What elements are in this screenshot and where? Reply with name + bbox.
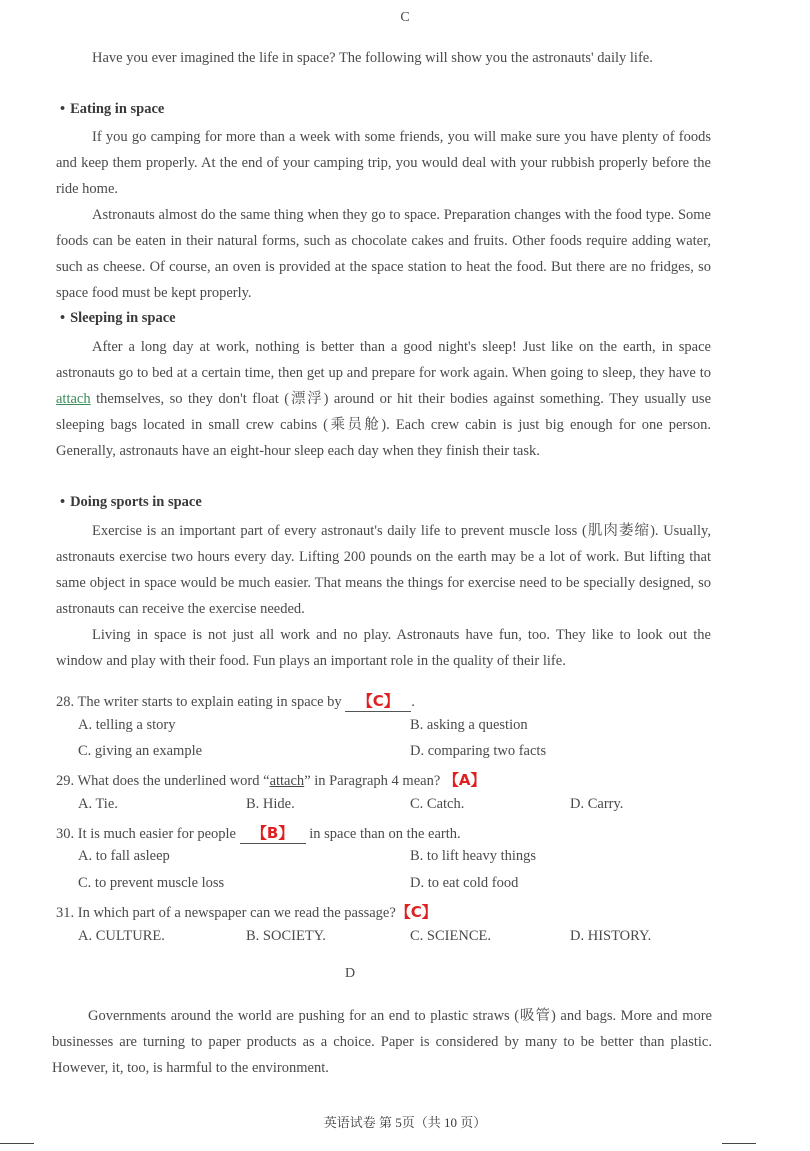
bullet-icon: • (60, 494, 66, 510)
question-28: 28. The writer starts to explain eating in space by 【C】 . (56, 692, 415, 710)
paragraph-section-d: Governments around the world are pushing for an end to plastic straws (吸管) and bags. More and more businesses are turning to paper products as a choice. Paper is considered by many to be better than plastic. However, it, too, is harmful to the environment. (52, 1008, 712, 1076)
intro-paragraph: Have you ever imagined the life in space? The following will show you the astronauts' daily life. (92, 50, 653, 66)
q30-option-c: C. to prevent muscle loss (78, 875, 225, 891)
q29-option-c: C. Catch. (410, 796, 465, 812)
q31-option-b: B. SOCIETY. (246, 928, 326, 944)
heading-eating-text: Eating in space (70, 101, 165, 117)
q30-option-d: D. to eat cold food (410, 875, 519, 891)
heading-sports-text: Doing sports in space (70, 494, 202, 510)
heading-sports (60, 494, 202, 511)
question-31 (56, 901, 437, 922)
q28-option-c: C. giving an example (78, 743, 203, 759)
answer-blank (240, 822, 306, 844)
q30-option-a: A. to fall asleep (78, 848, 170, 864)
question-30-answer: 【B】 (251, 824, 294, 842)
sleeping-text-b: themselves, so they don't float (漂浮) around or hit their bodies against something. They usually use sleeping bags located in small crew cabins (乘员舱). Each crew cabin is just big enough for one person. Generally, astronauts have an eight-hour sleep each day when they finish their task. (56, 391, 712, 459)
paragraph-eating-1: If you go camping for more than a week with some friends, you will make sure you have plenty of foods and keep them properly. At the end of your camping trip, you would deal with your rubbish properly before the ride home. (56, 129, 711, 197)
question-29-word: attach (269, 773, 305, 789)
question-29-answer: 【A】 (443, 771, 486, 789)
paragraph-sleeping (56, 334, 711, 464)
q31-option-c: C. SCIENCE. (410, 928, 491, 944)
crop-mark-right (722, 1143, 756, 1144)
question-31-text: 31. In which part of a newspaper can we read the passage? (56, 905, 396, 921)
question-29 (56, 769, 486, 790)
bullet-icon: • (60, 101, 66, 117)
question-30-text-b: in space than on the earth. (309, 826, 461, 842)
question-29-text-b: ” in Paragraph 4 mean? (304, 773, 441, 789)
q28-option-d: D. comparing two facts (410, 743, 547, 759)
question-29-text-a: 29. What does the underlined word “ (56, 773, 270, 789)
section-c-label: C (400, 10, 410, 25)
section-d-label: D (344, 966, 356, 981)
question-31-answer: 【C】 (395, 903, 437, 921)
paragraph-sports-1: Exercise is an important part of every astronaut's daily life to prevent muscle loss (肌肉萎缩). Usually, astronauts exercise two hours every day. Lifting 200 pounds on the earth may be a lot of work. But lifting that same object in space would be much easier. That means the things for exercise need to be specially designed, so astronauts can receive the exercise needed. (56, 523, 711, 617)
crop-mark-left (0, 1143, 34, 1144)
q29-option-a: A. Tie. (78, 796, 118, 812)
page-footer: 英语试卷 第 5页（共 10 页） (323, 1115, 487, 1130)
question-30 (56, 822, 461, 844)
sleeping-text-a: After a long day at work, nothing is better than a good night's sleep! Just like on the earth, in space astronauts go to bed at a certain time, then get up and prepare for work again. When going to sleep, they have to (56, 339, 711, 381)
q31-option-d: D. HISTORY. (570, 928, 652, 944)
heading-eating (60, 101, 164, 118)
q31-option-a: A. CULTURE. (78, 928, 165, 944)
underlined-word-attach: attach (56, 391, 91, 407)
heading-sleeping (60, 310, 176, 327)
q30-option-b: B. to lift heavy things (410, 848, 537, 864)
heading-sleeping-text: Sleeping in space (70, 310, 176, 326)
question-28-answer: 【C】 (357, 692, 399, 710)
q28-option-a: A. telling a story (78, 717, 176, 733)
paragraph-eating-2: Astronauts almost do the same thing when they go to space. Preparation changes with the food type. Some foods can be eaten in their natural forms, such as chocolate cakes and fruits. Other foods require adding water, such as cheese. Of course, an oven is provided at the space station to heat the food. But there are no fridges, so space food must be kept properly. (56, 207, 711, 301)
paragraph-sports-2: Living in space is not just all work and no play. Astronauts have fun, too. They like to look out the window and play with their food. Fun plays an important role in the quality of their life. (56, 627, 711, 669)
q28-option-b: B. asking a question (410, 717, 528, 733)
q29-option-b: B. Hide. (246, 796, 295, 812)
answer-blank (345, 690, 411, 712)
question-30-text-a: 30. It is much easier for people (56, 826, 236, 842)
bullet-icon: • (60, 310, 66, 326)
q29-option-d: D. Carry. (570, 796, 624, 812)
question-28-text: 28. The writer starts to explain eating in space by (56, 694, 342, 710)
